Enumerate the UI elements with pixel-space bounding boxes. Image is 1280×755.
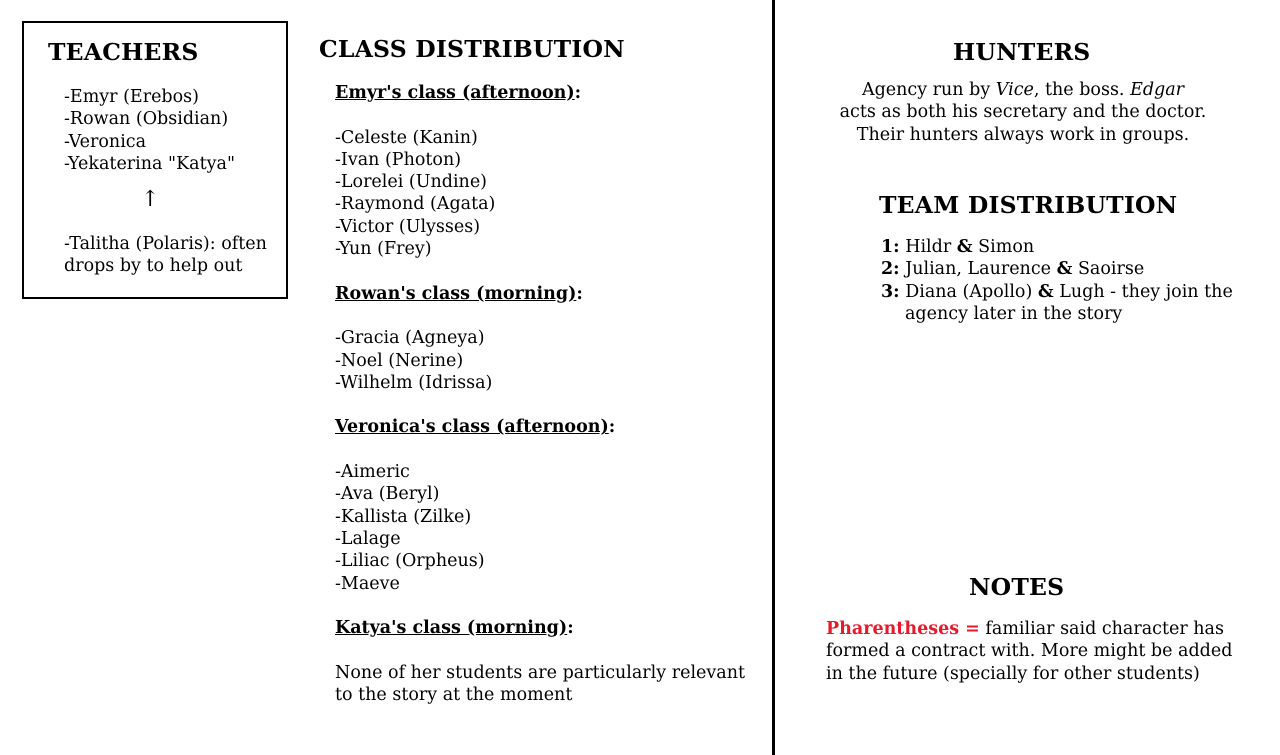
hunters-text: , the boss. [1033, 80, 1131, 100]
team-item [881, 281, 1233, 303]
hunters-text: Agency run by [861, 80, 996, 100]
up-arrow-icon: ↑ [141, 187, 160, 212]
student-item: -Celeste (Kanin) [335, 127, 478, 148]
student-item: -Liliac (Orpheus) [335, 551, 485, 572]
team-list [881, 236, 1233, 325]
teacher-item: -Emyr (Erebos) [64, 87, 199, 107]
student-note: to the story at the moment [335, 685, 573, 706]
student-item: -Yun (Frey) [335, 239, 432, 260]
notes-text: familiar said character has [979, 619, 1224, 639]
team-members: Simon [972, 237, 1035, 257]
class-heading-text: Katya's class (morning) [335, 618, 568, 639]
teacher-item: -Rowan (Obsidian) [64, 109, 229, 130]
edgar-name: Edgar [1130, 80, 1185, 100]
student-item: -Ava (Beryl) [335, 484, 440, 505]
class-heading: Rowan's class (morning): [335, 283, 583, 304]
class-heading: Veronica's class (afternoon): [335, 417, 616, 438]
team-item [881, 258, 1233, 280]
hunters-line [790, 79, 1256, 101]
student-item: -Lalage [335, 528, 401, 549]
ampersand: & [1056, 259, 1073, 280]
team-number: 2: [881, 259, 900, 280]
team-members: Diana (Apollo) [899, 281, 1038, 302]
teachers-box [22, 21, 288, 299]
student-item: -Kallista (Zilke) [335, 506, 472, 527]
student-item: -Lorelei (Undine) [335, 172, 488, 193]
notes-body [826, 618, 1232, 685]
teachers-title: TEACHERS [48, 38, 199, 66]
class-heading-text: Emyr's class (afternoon) [335, 83, 575, 103]
notes-key: Pharentheses = [826, 619, 980, 639]
notes-title: NOTES [969, 573, 1065, 601]
student-item: -Wilhelm (Idrissa) [335, 372, 493, 393]
student-note: None of her students are particularly relevant [335, 662, 746, 683]
team-number: 1: [881, 237, 900, 257]
team-distribution-title: TEAM DISTRIBUTION [879, 191, 1178, 219]
notes-line: formed a contract with. More might be added [826, 641, 1233, 662]
student-item: -Gracia (Agneya) [335, 328, 485, 349]
class-heading-text: Rowan's class (morning) [335, 283, 577, 304]
class-heading: Katya's class (morning): [335, 618, 574, 639]
ampersand: & [956, 237, 973, 257]
ampersand: & [1037, 281, 1054, 302]
hunters-title: HUNTERS [953, 38, 1091, 66]
hunters-line: acts as both his secretary and the doctor. [839, 102, 1207, 123]
teacher-item: -Yekaterina "Katya" [64, 153, 235, 174]
student-item: -Noel (Nerine) [335, 350, 464, 371]
teacher-item: -Veronica [64, 131, 147, 152]
student-item: -Maeve [335, 573, 400, 594]
class-heading-text: Veronica's class (afternoon) [335, 417, 609, 438]
team-item-continuation: agency later in the story [905, 303, 1123, 324]
student-item: -Raymond (Agata) [335, 194, 496, 215]
teachers-list [64, 86, 235, 175]
student-item: -Victor (Ulysses) [335, 216, 481, 237]
team-members: Julian, Laurence [899, 259, 1057, 280]
student-item: -Ivan (Photon) [335, 149, 462, 170]
hunters-line: Their hunters always work in groups. [856, 124, 1190, 145]
class-heading: Emyr's class (afternoon): [335, 83, 582, 103]
helper-line: drops by to help out [64, 256, 243, 277]
team-members: Lugh - they join the [1053, 281, 1233, 302]
team-members: Hildr [899, 237, 957, 257]
hunters-description [790, 79, 1256, 146]
notes-line: in the future (specially for other students) [826, 663, 1200, 684]
team-item [881, 236, 1233, 258]
team-number: 3: [881, 281, 900, 302]
column-divider [772, 0, 775, 755]
helper-line: -Talitha (Polaris): often [64, 234, 267, 254]
student-item: -Aimeric [335, 462, 410, 483]
helper-note [64, 233, 267, 278]
class-distribution-list [335, 82, 745, 706]
class-distribution-title: CLASS DISTRIBUTION [319, 35, 625, 63]
team-members: Saoirse [1072, 259, 1145, 280]
notes-line [826, 618, 1232, 640]
vice-name: Vice [995, 80, 1034, 100]
